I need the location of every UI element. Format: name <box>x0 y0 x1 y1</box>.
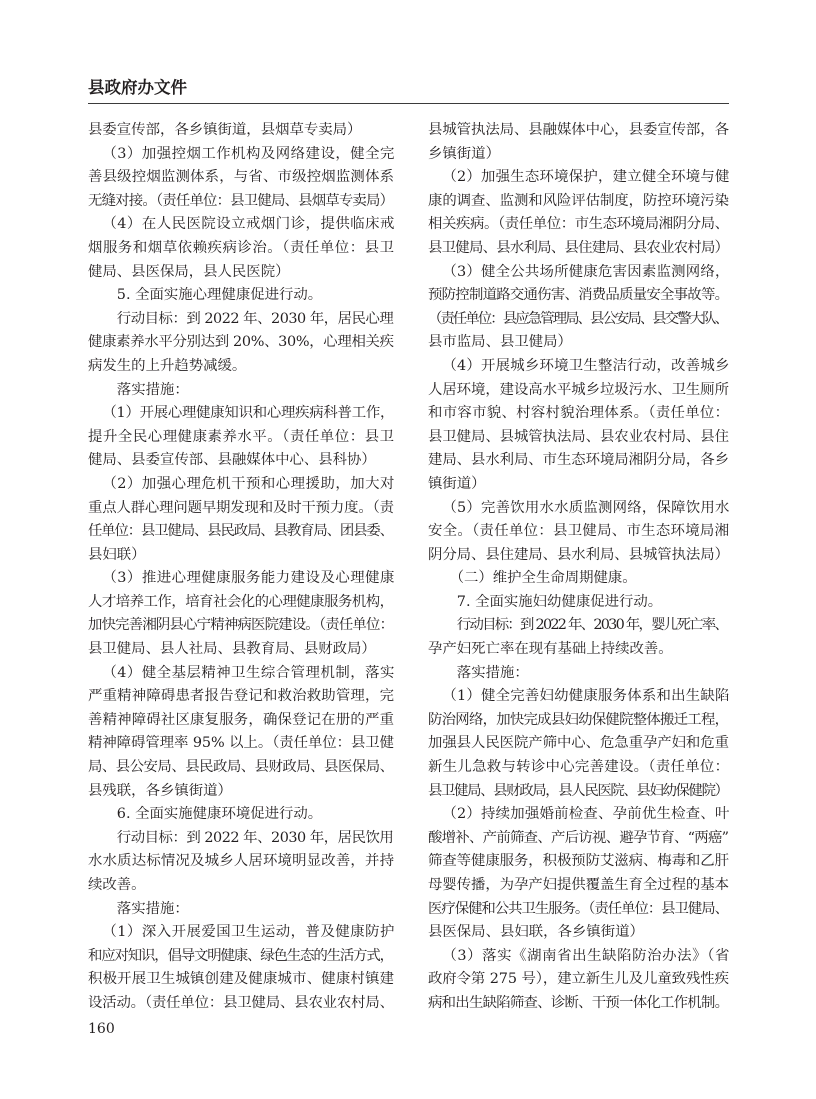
text-line: 县残联，各乡镇街道） <box>88 782 232 799</box>
measure-item <box>428 685 729 803</box>
measure-item <box>88 921 394 1015</box>
text-line: （1）开展心理健康知识和心理疾病科普工作， <box>102 405 395 422</box>
text-line: （1）深入开展爱国卫生运动，普及健康防护 <box>102 924 395 941</box>
text-line: 加快完善湘阴县心宁精神病医院建设。（责任单位： <box>88 617 394 634</box>
measure-item <box>88 143 394 214</box>
text-line: （3）推进心理健康服务能力建设及心理健康 <box>102 570 395 587</box>
text-line: 健康素养水平分别达到 20%、30%，心理相关疾 <box>88 334 394 351</box>
measure-item <box>88 662 394 804</box>
text-line: 病和出生缺陷筛查、诊断、干预一体化工作机制。 <box>428 994 729 1011</box>
goal-paragraph <box>88 827 394 898</box>
text-line: 人才培养工作，培育社会化的心理健康服务机构， <box>88 593 394 610</box>
text-line: 无缝对接。（责任单位：县卫健局、县烟草专卖局） <box>88 192 394 209</box>
text-line: （4）健全基层精神卫生综合管理机制，落实 <box>102 664 395 681</box>
text-line: 积极开展卫生城镇创建及健康城市、健康村镇建 <box>88 971 395 988</box>
text-line: 健局、县委宣传部、县融媒体中心、县科协） <box>88 452 376 469</box>
text-line: （4）开展城乡环境卫生整洁行动，改善城乡 <box>442 357 730 374</box>
text-line: 精神障碍管理率 95% 以上。（责任单位：县卫健 <box>88 735 394 752</box>
paragraph-continued <box>88 119 394 143</box>
section-heading-text: 7. 全面实施妇幼健康促进行动。 <box>456 593 663 610</box>
text-line: 和应对知识，倡导文明健康、绿色生态的生活方式， <box>88 947 393 964</box>
subsection-heading-text: （二）维护全生命周期健康。 <box>449 570 637 587</box>
section-heading <box>88 803 394 827</box>
text-line: 县妇联） <box>88 546 146 563</box>
text-line: 加强县人民医院产筛中心、危急重孕产妇和危重 <box>428 735 729 752</box>
text-line: 提升全民心理健康素养水平。（责任单位：县卫 <box>88 428 395 445</box>
text-line: （责任单位：县应急管理局、县公安局、县交警大队、 <box>428 310 728 327</box>
text-line: （3）落实《湖南省出生缺陷防治办法》（省 <box>442 947 730 964</box>
text-line: 人居环境，建设高水平城乡垃圾污水、卫生厕所 <box>428 381 729 398</box>
text-line: （3）健全公共场所健康危害因素监测网络， <box>442 263 730 280</box>
right-column <box>428 119 729 1016</box>
measures-label-text: 落实措施： <box>116 900 189 917</box>
text-line: 县卫健局、县财政局，县人民医院、县妇幼保健院） <box>428 782 728 799</box>
section-heading <box>428 591 729 615</box>
section-heading-text: 6. 全面实施健康环境促进行动。 <box>116 806 323 823</box>
text-line: 善精神障碍社区康复服务，确保登记在册的严重 <box>88 711 395 728</box>
measures-label-text: 落实措施： <box>456 664 529 681</box>
text-line: 酸增补、产前筛查、产后访视、避孕节育、“两癌” <box>428 829 729 846</box>
text-line: 行动目标：到 2022 年、2030 年，居民心理 <box>116 310 394 327</box>
text-line: 相关疾病。（责任单位：市生态环境局湘阴分局、 <box>428 216 729 233</box>
text-line: 康的调查、监测和风险评估制度，防控环境污染 <box>428 192 729 209</box>
measure-item <box>88 473 394 567</box>
text-line: 行动目标：到 2022 年、2030 年，婴儿死亡率、 <box>456 617 728 634</box>
text-line: （2）加强心理危机干预和心理援助，加大对 <box>102 475 395 492</box>
text-line: 和市容市貌、村容村貌治理体系。（责任单位： <box>428 405 730 422</box>
paragraph-continued <box>428 119 729 166</box>
page-number: 160 <box>88 1021 115 1037</box>
text-line: 县卫健局、县城管执法局、县农业农村局、县住 <box>428 428 729 445</box>
text-line: 续改善。 <box>88 877 146 893</box>
measures-label <box>428 662 729 686</box>
text-line: （5）完善饮用水水质监测网络，保障饮用水 <box>442 499 730 516</box>
text-line: 任单位：县卫健局、县民政局、县教育局、团县委、 <box>88 523 393 540</box>
text-line: 县委宣传部，各乡镇街道，县烟草专卖局） <box>88 122 362 138</box>
measure-item <box>428 261 729 355</box>
text-line: 重点人群心理问题早期发现和及时干预力度。（责 <box>88 499 394 516</box>
running-header: 县政府办文件 <box>88 78 187 97</box>
text-line: 孕产妇死亡率在现有基础上持续改善。 <box>428 641 673 658</box>
text-line: （4）在人民医院设立戒烟门诊，提供临床戒 <box>102 216 395 233</box>
measure-item <box>428 497 729 568</box>
text-line: 严重精神障碍患者报告登记和救治救助管理，完 <box>88 688 395 705</box>
text-line: 烟服务和烟草依赖疾病诊治。（责任单位：县卫 <box>88 239 395 256</box>
text-line: 筛查等健康服务，积极预防艾滋病、梅毒和乙肝 <box>428 853 729 870</box>
goal-paragraph <box>88 308 394 379</box>
text-line: 健局、县医保局，县人民医院） <box>88 263 290 280</box>
text-line: 乡镇街道） <box>428 145 500 162</box>
text-line: 县市监局、县卫健局） <box>428 334 572 351</box>
text-line: 行动目标：到 2022 年、2030 年，居民饮用 <box>116 829 394 846</box>
section-heading <box>88 284 394 308</box>
measure-item <box>428 945 729 1016</box>
left-column <box>88 119 394 1016</box>
goal-paragraph <box>428 614 729 661</box>
measure-item <box>88 213 394 284</box>
text-line: 县卫健局、县人社局、县教育局、县财政局） <box>88 641 376 658</box>
text-line: 设活动。（责任单位：县卫健局、县农业农村局、 <box>88 994 394 1011</box>
text-line: 安全。（责任单位：县卫健局、市生态环境局湘 <box>428 523 730 540</box>
text-line: 预防控制道路交通伤害、消费品质量安全事故等。 <box>428 287 729 304</box>
text-line: （2）持续加强婚前检查、孕前优生检查、叶 <box>442 806 730 823</box>
text-line: 水水质达标情况及城乡人居环境明显改善，并持 <box>88 853 395 870</box>
text-line: 善县级控烟监测体系，与省、市级控烟监测体系 <box>88 169 395 186</box>
text-line: （2）加强生态环境保护，建立健全环境与健 <box>442 169 730 186</box>
text-line: 县卫健局、县水利局、县住建局、县农业农村局） <box>428 239 729 256</box>
text-line: 防治网络，加快完成县妇幼保健院整体搬迁工程， <box>428 711 729 728</box>
text-line: 阴分局、县住建局、县水利局、县城管执法局） <box>428 546 729 563</box>
text-line: （1）健全完善妇幼健康服务体系和出生缺陷 <box>442 688 730 705</box>
measures-label-text: 落实措施： <box>116 381 189 398</box>
text-line: 县城管执法局、县融媒体中心，县委宣传部，各 <box>428 122 729 138</box>
text-line: 母婴传播，为孕产妇提供覆盖生育全过程的基本 <box>428 877 729 893</box>
subsection-heading <box>428 567 729 591</box>
text-line: 建局、县水利局、市生态环境局湘阴分局，各乡 <box>428 452 729 469</box>
measure-item <box>88 567 394 661</box>
text-line: 医疗保健和公共卫生服务。（责任单位：县卫健局、 <box>428 900 728 917</box>
measure-item <box>428 803 729 945</box>
text-line: 县医保局、县妇联，各乡镇街道） <box>428 924 644 941</box>
measure-item <box>88 402 394 473</box>
section-heading-text: 5. 全面实施心理健康促进行动。 <box>116 287 323 304</box>
header-rule <box>88 103 729 104</box>
text-line: 政府令第 275 号），建立新生儿及儿童致残性疾 <box>428 971 729 988</box>
text-line: 局、县公安局、县民政局、县财政局、县医保局、 <box>88 759 394 776</box>
text-line: 病发生的上升趋势减缓。 <box>88 357 247 374</box>
measure-item <box>428 355 729 497</box>
text-line: 镇街道） <box>428 475 486 492</box>
measure-item <box>428 166 729 260</box>
text-line: （3）加强控烟工作机构及网络建设，健全完 <box>102 145 395 162</box>
text-line: 新生儿急救与转诊中心完善建设。（责任单位： <box>428 759 730 776</box>
measures-label <box>88 379 394 403</box>
measures-label <box>88 898 394 922</box>
